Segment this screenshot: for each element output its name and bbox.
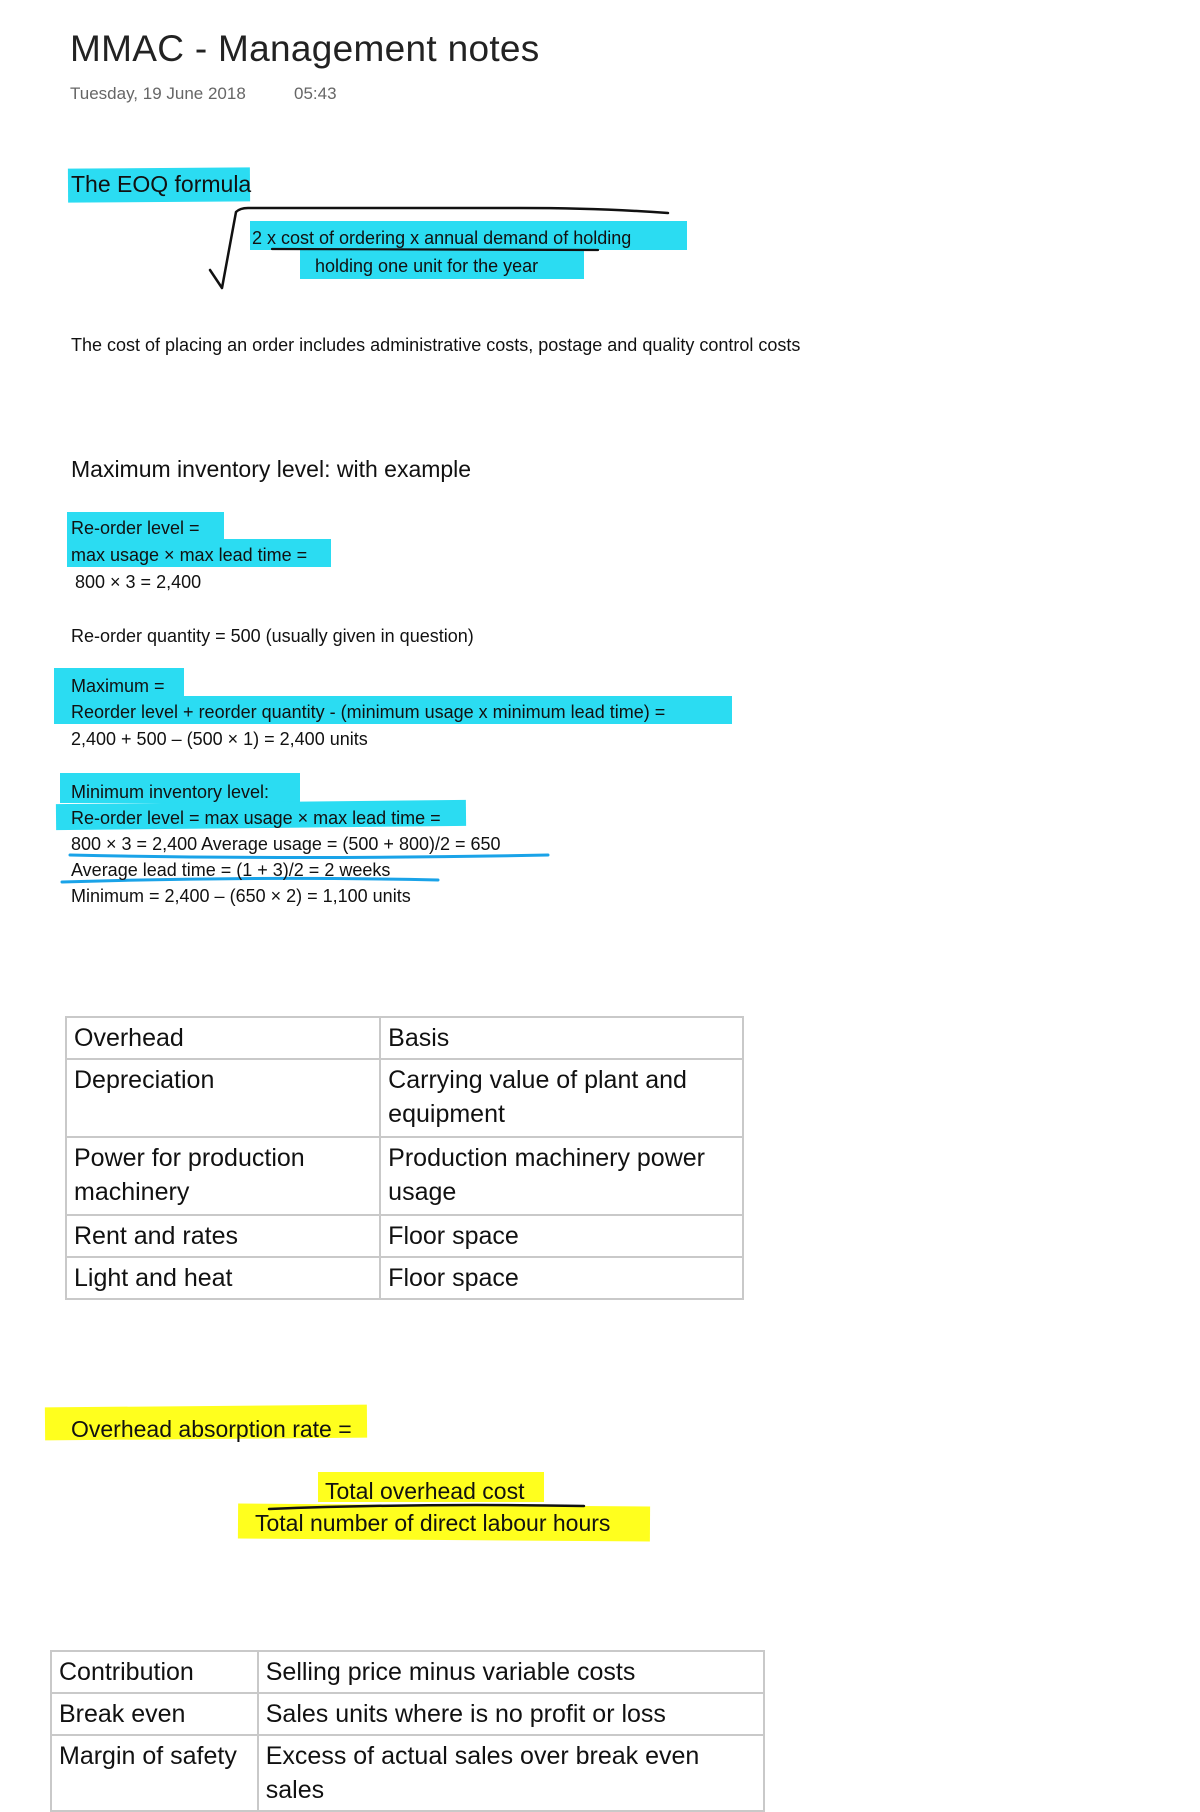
table-cell: Contribution bbox=[51, 1651, 258, 1693]
inventory-heading: Maximum inventory level: with example bbox=[71, 456, 472, 482]
min-label: Minimum inventory level: bbox=[71, 782, 270, 802]
reorder-label: Re-order level = bbox=[71, 518, 200, 538]
page-date: Tuesday, 19 June 2018 bbox=[70, 84, 246, 103]
oar-denominator: Total number of direct labour hours bbox=[255, 1510, 611, 1536]
table-cell: Rent and rates bbox=[66, 1215, 380, 1257]
page-title: MMAC - Management notes bbox=[70, 28, 540, 69]
page-time: 05:43 bbox=[294, 84, 337, 103]
table-cell: Floor space bbox=[380, 1257, 743, 1299]
table-row bbox=[66, 1257, 743, 1299]
table-row bbox=[66, 1215, 743, 1257]
min-line-1: Re-order level = max usage × max lead time = bbox=[71, 808, 441, 828]
min-line-3: Average lead time = (1 + 3)/2 = 2 weeks bbox=[71, 860, 391, 880]
table-cell: Carrying value of plant and equipment bbox=[380, 1059, 743, 1137]
table-cell: Sales units where is no profit or loss bbox=[258, 1693, 764, 1735]
blue-underline-1 bbox=[70, 855, 548, 858]
table-cell: Power for production machinery bbox=[66, 1137, 380, 1215]
table-header-cell: Basis bbox=[380, 1017, 743, 1059]
oar-numerator: Total overhead cost bbox=[325, 1478, 525, 1504]
eoq-fraction-bar bbox=[272, 249, 598, 250]
table-row bbox=[51, 1651, 764, 1693]
table-cell: Selling price minus variable costs bbox=[258, 1651, 764, 1693]
table-cell: Depreciation bbox=[66, 1059, 380, 1137]
eoq-denominator: holding one unit for the year bbox=[315, 256, 539, 276]
table-row bbox=[66, 1137, 743, 1215]
max-formula: Reorder level + reorder quantity - (minimum usage x minimum lead time) = bbox=[71, 702, 666, 722]
table-header-cell: Overhead bbox=[66, 1017, 380, 1059]
table-cell: Light and heat bbox=[66, 1257, 380, 1299]
overhead-basis-table bbox=[65, 1016, 744, 1300]
max-label: Maximum = bbox=[71, 676, 165, 696]
table-row bbox=[51, 1693, 764, 1735]
definitions-table bbox=[50, 1650, 765, 1812]
eoq-heading: The EOQ formula bbox=[71, 171, 252, 197]
reorder-quantity: Re-order quantity = 500 (usually given in question) bbox=[71, 626, 474, 646]
min-line-4: Minimum = 2,400 – (650 × 2) = 1,100 units bbox=[71, 886, 411, 906]
table-cell: Floor space bbox=[380, 1215, 743, 1257]
table-row bbox=[66, 1059, 743, 1137]
reorder-calc: 800 × 3 = 2,400 bbox=[75, 572, 202, 592]
oar-fraction-bar bbox=[269, 1505, 584, 1509]
eoq-numerator: 2 x cost of ordering x annual demand of holding bbox=[252, 228, 632, 248]
table-cell: Margin of safety bbox=[51, 1735, 258, 1811]
table-cell: Excess of actual sales over break even sales bbox=[258, 1735, 764, 1811]
table-cell: Break even bbox=[51, 1693, 258, 1735]
min-line-2: 800 × 3 = 2,400 Average usage = (500 + 800)/2 = 650 bbox=[71, 834, 501, 854]
oar-label: Overhead absorption rate = bbox=[71, 1416, 352, 1442]
table-row bbox=[51, 1735, 764, 1811]
table-header-row bbox=[66, 1017, 743, 1059]
max-calc: 2,400 + 500 – (500 × 1) = 2,400 units bbox=[71, 729, 368, 749]
eoq-note: The cost of placing an order includes administrative costs, postage and quality control costs bbox=[71, 335, 801, 355]
table-cell: Production machinery power usage bbox=[380, 1137, 743, 1215]
reorder-formula: max usage × max lead time = bbox=[71, 545, 308, 565]
